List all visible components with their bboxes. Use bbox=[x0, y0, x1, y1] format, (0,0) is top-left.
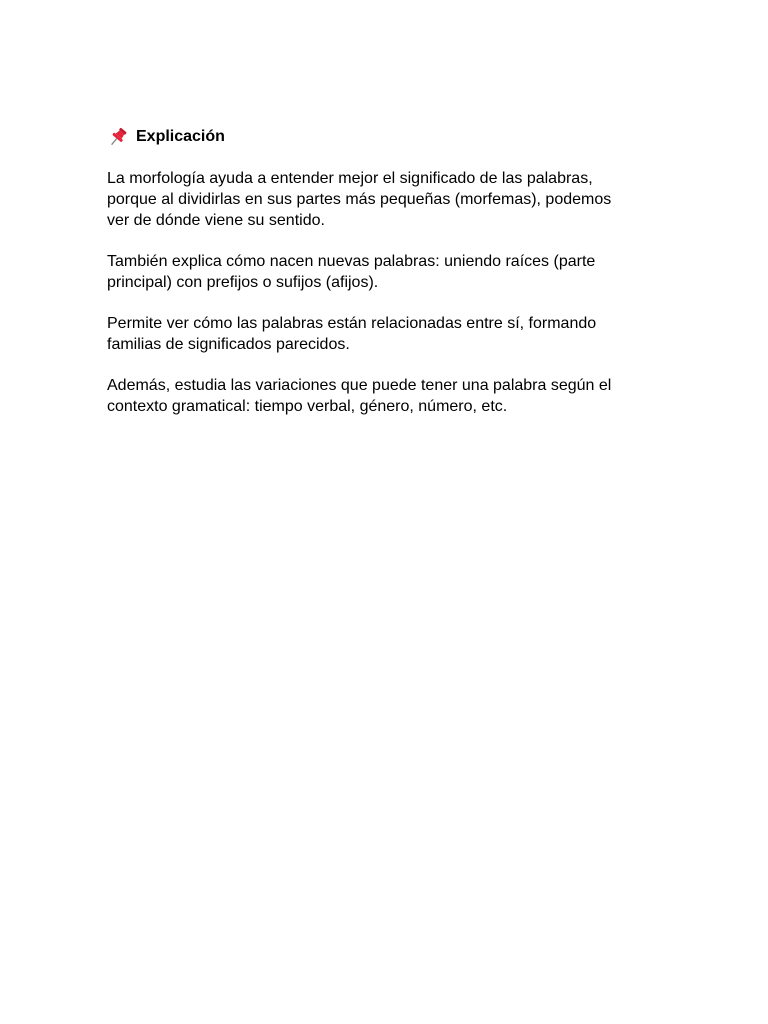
paragraph-line: Permite ver cómo las palabras están relacionadas entre sí, formando bbox=[107, 315, 597, 332]
paragraph-line: ver de dónde viene su sentido. bbox=[107, 212, 325, 229]
paragraph-line: principal) con prefijos o sufijos (afijos). bbox=[107, 274, 379, 291]
document-content bbox=[107, 124, 687, 437]
paragraph-line: La morfología ayuda a entender mejor el significado de las palabras, bbox=[107, 170, 593, 187]
paragraph-2 bbox=[107, 251, 687, 293]
paragraph-line: contexto gramatical: tiempo verbal, género, número, etc. bbox=[107, 398, 508, 415]
paragraph-4 bbox=[107, 375, 687, 417]
paragraph-line: Además, estudia las variaciones que puede tener una palabra según el bbox=[107, 377, 612, 394]
paragraph-line: porque al dividirlas en sus partes más pequeñas (morfemas), podemos bbox=[107, 191, 612, 208]
section-heading bbox=[107, 124, 687, 150]
paragraph-3 bbox=[107, 313, 687, 355]
paragraph-1 bbox=[107, 168, 687, 231]
pushpin-icon bbox=[107, 126, 129, 148]
paragraph-line: familias de significados parecidos. bbox=[107, 336, 350, 353]
paragraph-line: También explica cómo nacen nuevas palabras: uniendo raíces (parte bbox=[107, 253, 596, 270]
heading-title: Explicación bbox=[136, 128, 225, 145]
